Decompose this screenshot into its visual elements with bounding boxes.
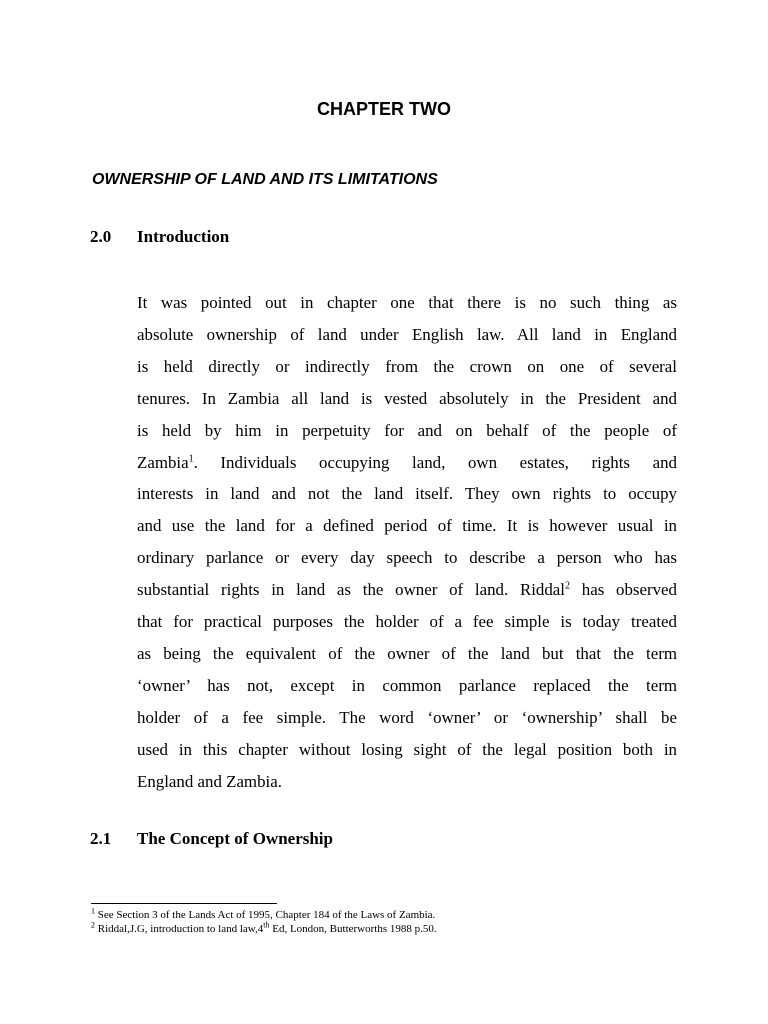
paragraph-line: absolute ownership of land under English law. All land in England (137, 324, 677, 344)
footnote-ref-2: 2 (565, 580, 571, 592)
line-segment: substantial rights in land as the owner of land. Riddal (137, 580, 566, 600)
paragraph-line: that for practical purposes the holder of a fee simple is today treated (137, 612, 677, 632)
footnote-2 (91, 920, 437, 935)
paragraph-line: ‘owner’ has not, except in common parlance replaced the term (137, 675, 677, 695)
heading-text: Introduction (137, 227, 230, 246)
line-segment: has observed (570, 580, 678, 600)
paragraph-line: is held directly or indirectly from the crown on one of several (137, 356, 677, 376)
paragraph-line (137, 447, 677, 479)
footnote-ref-1: 1 (188, 452, 194, 464)
body-paragraph (137, 287, 677, 798)
footnote-text: Ed, London, Butterworths 1988 p.50. (269, 923, 437, 935)
paragraph-line: used in this chapter without losing sight of the legal position both in (137, 739, 677, 759)
footnote-1 (91, 906, 436, 921)
paragraph-line: tenures. In Zambia all land is vested absolutely in the President and (137, 388, 677, 408)
paragraph-line: holder of a fee simple. The word ‘owner’ or ‘ownership’ shall be (137, 707, 677, 727)
footnote-text: Riddal,J.G, introduction to land law,4 (95, 923, 264, 935)
footnote-divider (91, 903, 277, 904)
paragraph-line: England and Zambia. (137, 771, 282, 791)
line-segment: Zambia (137, 452, 189, 472)
paragraph-line (137, 574, 677, 606)
chapter-title: CHAPTER TWO (317, 99, 451, 119)
paragraph-line: It was pointed out in chapter one that there is no such thing as (137, 293, 677, 312)
ordinal-suffix: th (263, 920, 270, 930)
heading-number: 2.0 (90, 227, 112, 246)
footnote-marker: 1 (91, 906, 95, 916)
paragraph-line: as being the equivalent of the owner of the land but that the term (137, 643, 677, 663)
line-segment: . Individuals occupying land, own estates, rights and (193, 452, 677, 472)
paragraph-line: ordinary parlance or every day speech to describe a person who has (137, 548, 677, 568)
paragraph-line: and use the land for a defined period of time. It is however usual in (137, 516, 677, 536)
footnote-text: See Section 3 of the Lands Act of 1995, Chapter 184 of the Laws of Zambia. (95, 909, 436, 921)
section-title: OWNERSHIP OF LAND AND ITS LIMITATIONS (92, 171, 438, 188)
heading-introduction (90, 227, 229, 247)
heading-concept-of-ownership (90, 829, 333, 849)
heading-number: 2.1 (90, 829, 112, 848)
paragraph-line: interests in land and not the land itself. They own rights to occupy (137, 484, 677, 504)
footnote-marker: 2 (91, 920, 95, 930)
paragraph-line: is held by him in perpetuity for and on behalf of the people of (137, 420, 677, 440)
heading-text: The Concept of Ownership (137, 829, 333, 848)
